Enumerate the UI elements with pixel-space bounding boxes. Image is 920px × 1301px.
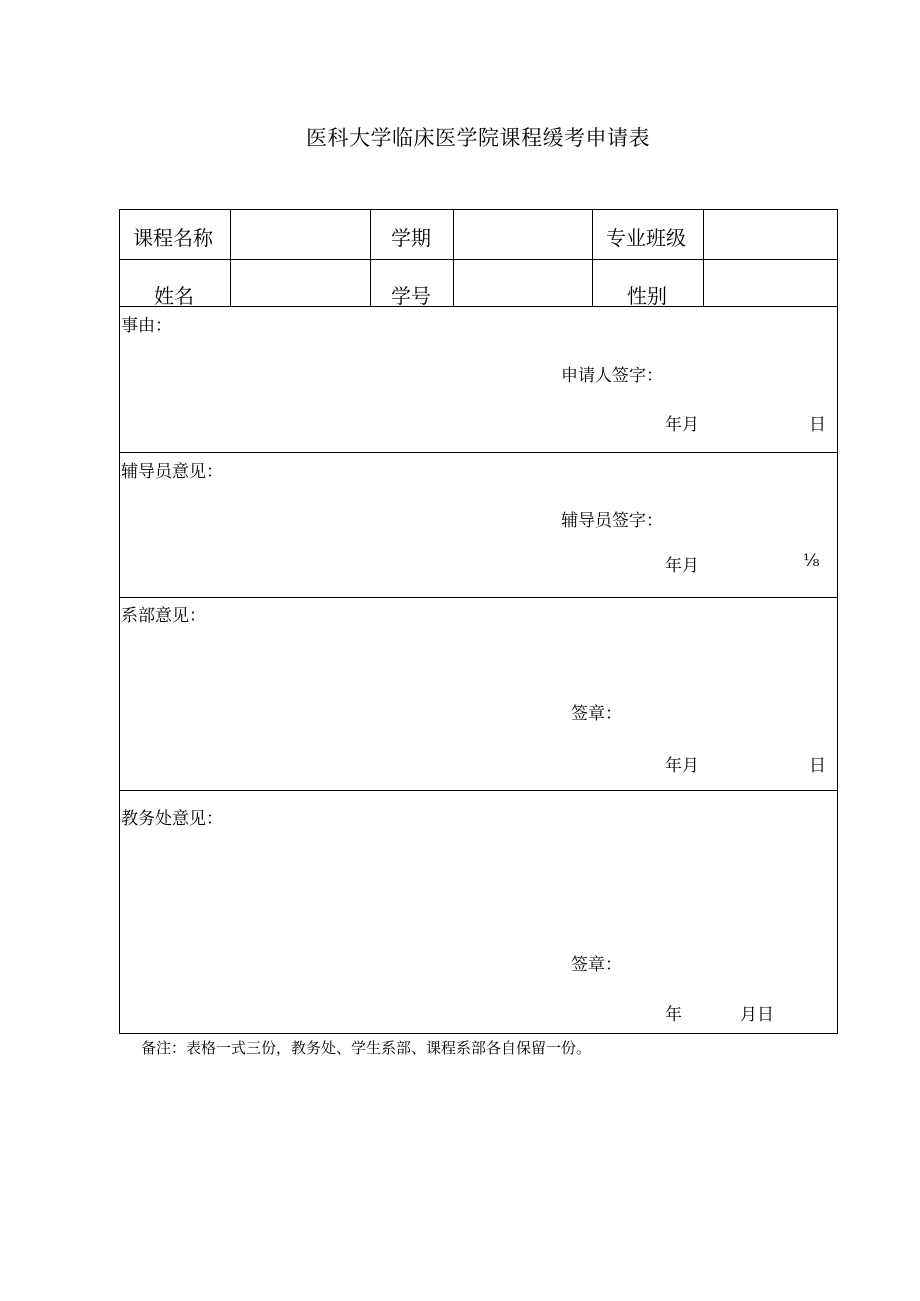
major-class-field[interactable] (704, 210, 837, 259)
department-opinion-label: 系部意见： (121, 606, 206, 626)
academic-affairs-month-day: 月日 (740, 1005, 774, 1025)
department-day: 日 (809, 756, 826, 776)
application-form (119, 209, 838, 1033)
name-field[interactable] (231, 260, 370, 306)
table-border-right (837, 209, 838, 1034)
name-label: 姓名 (154, 284, 194, 308)
student-id-label: 学号 (391, 284, 431, 308)
reason-day: 日 (809, 415, 826, 435)
footnote: 备注：表格一式三份，教务处、学生系部、课程系部各自保留一份。 (141, 1039, 592, 1057)
gender-label: 性别 (627, 284, 667, 308)
section-divider-1 (119, 452, 838, 453)
academic-affairs-opinion-label: 教务处意见： (121, 809, 223, 829)
semester-label: 学期 (391, 226, 431, 250)
section-divider-2 (119, 597, 838, 598)
applicant-signature-label: 申请人签字： (561, 366, 663, 386)
semester-field[interactable] (454, 210, 592, 259)
department-seal-label: 签章： (571, 704, 622, 724)
course-name-label: 课程名称 (133, 226, 213, 250)
section-divider-3 (119, 790, 838, 791)
table-border-bottom (119, 1033, 838, 1034)
course-name-field[interactable] (231, 210, 370, 259)
row-divider-2 (119, 306, 838, 307)
counselor-day: ⅛ (803, 551, 820, 571)
page-title: 医科大学临床医学院课程缓考申请表 (306, 126, 650, 150)
student-id-field[interactable] (454, 260, 592, 306)
academic-affairs-seal-label: 签章： (571, 955, 622, 975)
reason-label: 事由： (121, 316, 172, 336)
column-divider-4 (592, 209, 593, 306)
column-divider-2 (370, 209, 371, 306)
counselor-year-month: 年月 (665, 556, 699, 576)
major-class-label: 专业班级 (606, 226, 686, 250)
table-border-left (119, 209, 120, 1034)
counselor-signature-label: 辅导员签字： (561, 511, 663, 531)
reason-year-month: 年月 (665, 415, 699, 435)
counselor-opinion-label: 辅导员意见： (121, 462, 223, 482)
department-year-month: 年月 (665, 756, 699, 776)
gender-field[interactable] (704, 260, 837, 306)
academic-affairs-year: 年 (665, 1005, 682, 1025)
